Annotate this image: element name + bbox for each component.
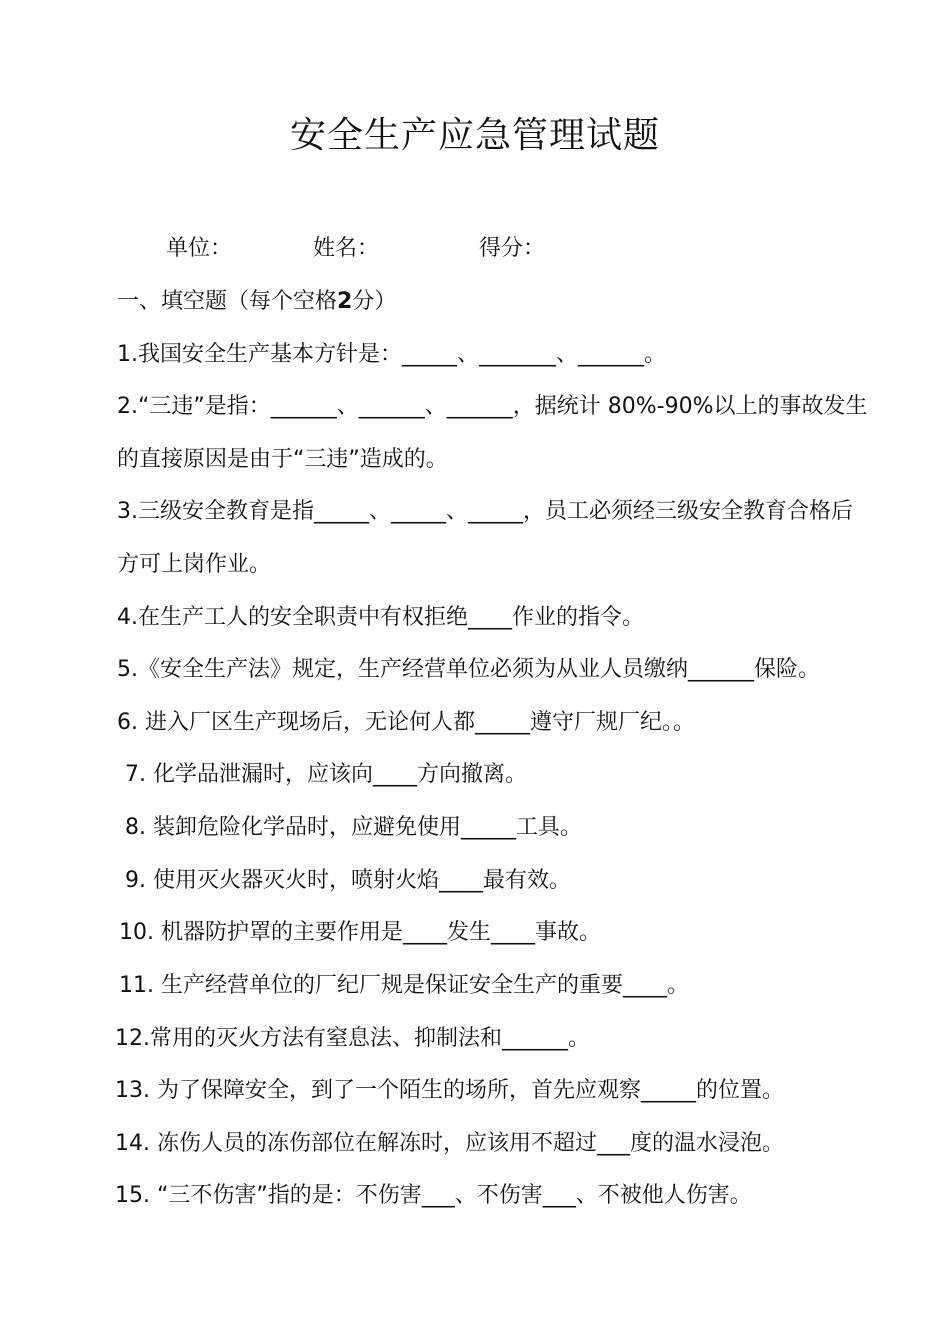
section-heading-suffix: 分） (352, 289, 397, 314)
question-line: 2.“三违”是指：______、______、______，据统计 80%-90%以上的事故发生 (117, 394, 868, 419)
section-heading-prefix: 一、填空题（每个空格 (117, 289, 338, 314)
document-title: 安全生产应急管理试题 (289, 115, 660, 156)
question-line: 6. 进入厂区生产现场后，无论何人都_____遵守厂规厂纪。。 (117, 710, 695, 735)
question-line: 的直接原因是由于“三违”造成的。 (117, 447, 448, 472)
question-line: 9. 使用灭火器灭火时，喷射火焰____最有效。 (125, 868, 571, 893)
question-line: 方可上岗作业。 (117, 552, 272, 577)
question-line: 15. “三不伤害”指的是：不伤害___、不伤害___、不被他人伤害。 (115, 1183, 752, 1208)
question-line: 11. 生产经营单位的厂纪厂规是保证安全生产的重要____。 (119, 973, 689, 998)
name-label: 姓名： (313, 236, 380, 261)
question-line: 4.在生产工人的安全职责中有权拒绝____作业的指令。 (117, 605, 644, 630)
unit-label: 单位： (166, 236, 233, 261)
section-heading-points: 2 (337, 289, 353, 314)
question-line: 8. 装卸危险化学品时，应避免使用_____工具。 (125, 815, 582, 840)
question-line: 10. 机器防护罩的主要作用是____发生____事故。 (119, 920, 601, 945)
question-line: 13. 为了保障安全，到了一个陌生的场所，首先应观察_____的位置。 (115, 1078, 784, 1103)
question-line: 3.三级安全教育是指_____、_____、_____，员工必须经三级安全教育合格后 (117, 499, 853, 524)
question-line: 14. 冻伤人员的冻伤部位在解冻时，应该用不超过___度的温水浸泡。 (115, 1131, 784, 1156)
score-label: 得分： (479, 236, 546, 261)
question-line: 1.我国安全生产基本方针是：_____、_______、______。 (117, 342, 666, 367)
section-heading (117, 287, 396, 317)
question-line: 5.《安全生产法》规定，生产经营单位必须为从业人员缴纳______保险。 (117, 657, 820, 682)
question-line: 7. 化学品泄漏时，应该向____方向撤离。 (125, 762, 527, 787)
question-line: 12.常用的灭火方法有窒息法、抑制法和______。 (115, 1026, 590, 1051)
